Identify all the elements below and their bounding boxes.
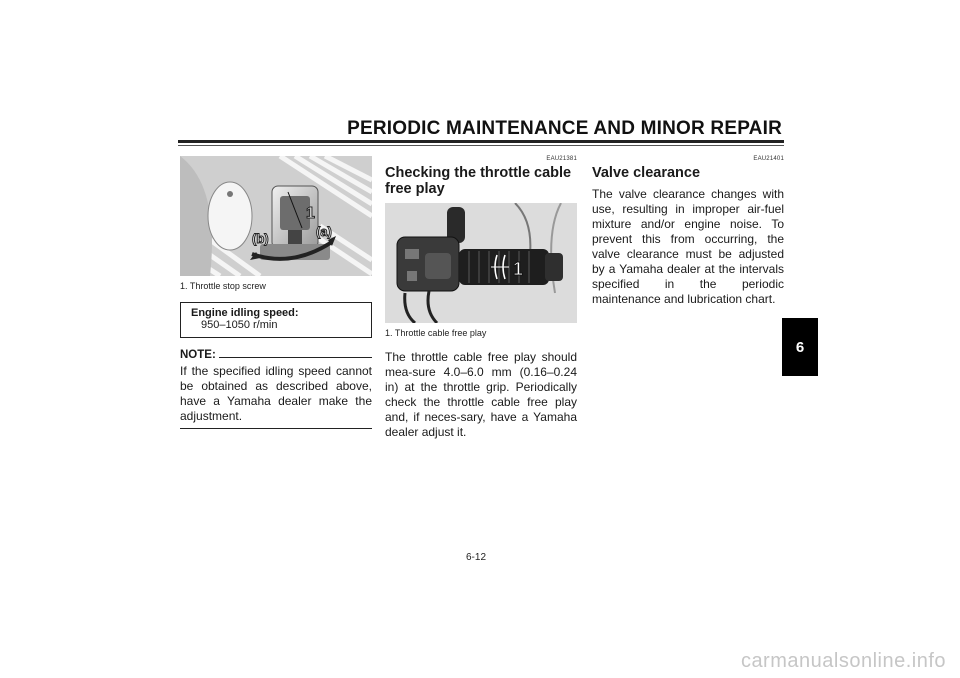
section-title: Checking the throttle cable free play	[385, 165, 572, 197]
throttle-grip-photo	[385, 203, 577, 323]
spec-label: Engine idling speed:	[191, 307, 299, 319]
section-title: Valve clearance	[592, 165, 701, 181]
callout-a: (a)	[316, 224, 332, 239]
note-text: If the specified idling speed cannot be obtained as described above, have a Yamaha dealer make the adjustment.	[180, 364, 372, 423]
chapter-tab[interactable]: 6	[782, 318, 818, 376]
column-valve-clearance	[592, 156, 784, 307]
page-number: 6-12	[466, 552, 487, 563]
section-code: EAU21401	[753, 156, 784, 162]
spec-box	[180, 302, 372, 338]
figure-caption: 1. Throttle stop screw	[180, 281, 266, 291]
callout-1: 1	[306, 205, 315, 222]
engine-illustration	[180, 156, 372, 276]
note-heading	[180, 349, 372, 361]
note-end-rule	[180, 428, 372, 429]
column-idle-speed	[180, 156, 372, 429]
header-rule	[178, 140, 784, 143]
section-body: The valve clearance changes with use, resulting in improper air-fuel mixture and/or engine noise. To prevent this from occurring, the valve clearance must be adjusted by a Yamaha dealer at the intervals specified in the periodic maintenance and lubrication chart.	[592, 187, 784, 306]
callout-1: 1	[513, 259, 524, 279]
callout-b: (b)	[252, 231, 269, 246]
watermark: carmanualsonline.info	[740, 650, 946, 672]
page-header-title: PERIODIC MAINTENANCE AND MINOR REPAIR	[347, 118, 782, 139]
section-body: The throttle cable free play should mea-sure 4.0–6.0 mm (0.16–0.24 in) at the throttle grip. Periodically check the throttle cable free play and, if neces-sary, have a Yamaha dealer adjust it.	[385, 350, 577, 439]
header-rule-thin	[178, 145, 784, 146]
section-code: EAU21381	[546, 156, 577, 162]
figure-caption: 1. Throttle cable free play	[385, 328, 487, 338]
note-label: NOTE:	[180, 349, 216, 361]
throttle-stop-screw-photo	[180, 156, 372, 276]
spec-value: 950–1050 r/min	[201, 319, 278, 331]
column-throttle-cable	[385, 156, 577, 440]
throttle-grip-illustration	[385, 203, 577, 323]
note-rule	[219, 357, 372, 358]
